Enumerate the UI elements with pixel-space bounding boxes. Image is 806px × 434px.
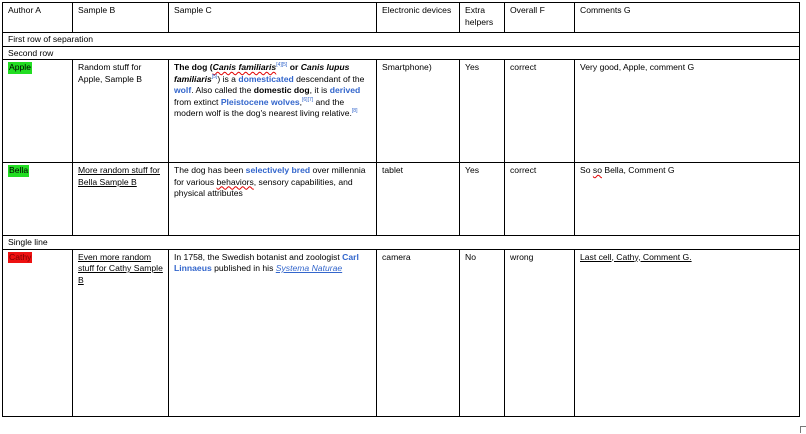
text-span: So — [580, 165, 593, 175]
sample-c-cell[interactable] — [169, 249, 377, 416]
comments-cell[interactable] — [575, 163, 800, 236]
link-derived[interactable]: derived — [329, 85, 361, 95]
text-span: published in his — [211, 263, 276, 273]
text-span: from extinct — [174, 96, 221, 107]
author-highlight: Apple — [9, 62, 31, 72]
text-span: over millennia for various — [174, 165, 366, 187]
overall-cell[interactable]: correct — [505, 60, 575, 163]
author-cell[interactable] — [3, 60, 73, 163]
sample-c-paragraph — [174, 252, 372, 275]
table-row — [3, 249, 800, 416]
text-span: , it is — [309, 85, 330, 95]
sample-b-cell[interactable] — [73, 249, 169, 416]
author-highlight: Bella — [9, 165, 29, 175]
header-sample-b[interactable]: Sample B — [73, 3, 169, 33]
second-row-cell[interactable]: Second row — [3, 46, 800, 60]
link-wolf[interactable]: wolf — [174, 85, 192, 95]
text-span: The dog has been — [174, 165, 246, 175]
overall-cell[interactable]: correct — [505, 163, 575, 236]
author-cell[interactable] — [3, 163, 73, 236]
device-cell[interactable]: Smartphone) — [377, 60, 460, 163]
text-span: ) is a — [217, 73, 239, 84]
text-span: The dog ( — [174, 62, 213, 72]
header-sample-c[interactable]: Sample C — [169, 3, 377, 33]
citation-ref[interactable]: [4][5] — [276, 62, 288, 69]
device-cell[interactable]: tablet — [377, 163, 460, 236]
header-comments[interactable]: Comments G — [575, 3, 800, 33]
document-table — [2, 2, 800, 417]
table-row — [3, 163, 800, 236]
sample-b-cell[interactable] — [73, 163, 169, 236]
separator-row — [3, 33, 800, 47]
misspelled-word: behaviors — [216, 176, 254, 187]
sample-c-cell[interactable] — [169, 163, 377, 236]
header-electronic-devices[interactable]: Electronic devices — [377, 3, 460, 33]
link-domesticated[interactable]: domesticated — [238, 73, 294, 84]
text-span: and the modern wolf is the dog's nearest living relative. — [174, 96, 352, 118]
helpers-cell[interactable]: Yes — [460, 60, 505, 163]
sample-c-paragraph — [174, 62, 372, 120]
underlined-text: Last cell, Cathy, Comment G. — [580, 251, 692, 262]
device-cell[interactable]: camera — [377, 249, 460, 416]
overall-cell[interactable]: wrong — [505, 249, 575, 416]
text-span: In 1758, the Swedish botanist and zoologist — [174, 251, 343, 262]
text-span: , — [299, 96, 303, 107]
text-span: , sensory capabilities, and physical attributes — [174, 176, 353, 198]
bold-term: domestic dog — [253, 85, 310, 95]
comments-cell[interactable] — [575, 249, 800, 416]
single-line-cell[interactable]: Single line — [3, 236, 800, 250]
citation-ref[interactable]: [6][7] — [302, 96, 314, 103]
comments-cell[interactable]: Very good, Apple, comment G — [575, 60, 800, 163]
citation-ref[interactable]: [5] — [211, 73, 218, 80]
text-span: . Also called the — [191, 85, 254, 95]
link-selectively-bred[interactable]: selectively bred — [245, 165, 311, 175]
species-name: Canis familiaris — [212, 62, 277, 72]
helpers-cell[interactable]: No — [460, 249, 505, 416]
species-name: Canis lupus familiaris — [174, 62, 350, 84]
repeated-word: so — [592, 165, 602, 175]
underlined-text: More random stuff for Bella Sample B — [78, 165, 160, 187]
header-extra-helpers[interactable]: Extra helpers — [460, 3, 505, 33]
table-row — [3, 60, 800, 163]
author-cell[interactable] — [3, 249, 73, 416]
text-span: Bella, Comment G — [601, 165, 675, 175]
single-line-row — [3, 236, 800, 250]
header-author[interactable]: Author A — [3, 3, 73, 33]
separator-cell[interactable]: First row of separation — [3, 33, 800, 47]
link-carl-linnaeus[interactable]: Carl Linnaeus — [174, 251, 359, 273]
text-span: or — [287, 62, 301, 72]
citation-ref[interactable]: [8] — [351, 108, 358, 115]
text-span: descendant of the — [293, 73, 365, 84]
link-systema-naturae[interactable]: Systema Naturae — [275, 263, 343, 273]
header-overall[interactable]: Overall F — [505, 3, 575, 33]
sample-c-cell[interactable] — [169, 60, 377, 163]
author-highlight: Cathy — [9, 251, 32, 262]
underlined-text: Even more random stuff for Cathy Sample B — [78, 251, 163, 285]
header-row — [3, 3, 800, 33]
second-row — [3, 46, 800, 60]
table-resize-handle[interactable] — [800, 426, 806, 433]
sample-c-paragraph — [174, 165, 372, 200]
helpers-cell[interactable]: Yes — [460, 163, 505, 236]
sample-b-cell[interactable]: Random stuff for Apple, Sample B — [73, 60, 169, 163]
link-pleistocene-wolves[interactable]: Pleistocene wolves — [220, 96, 300, 107]
